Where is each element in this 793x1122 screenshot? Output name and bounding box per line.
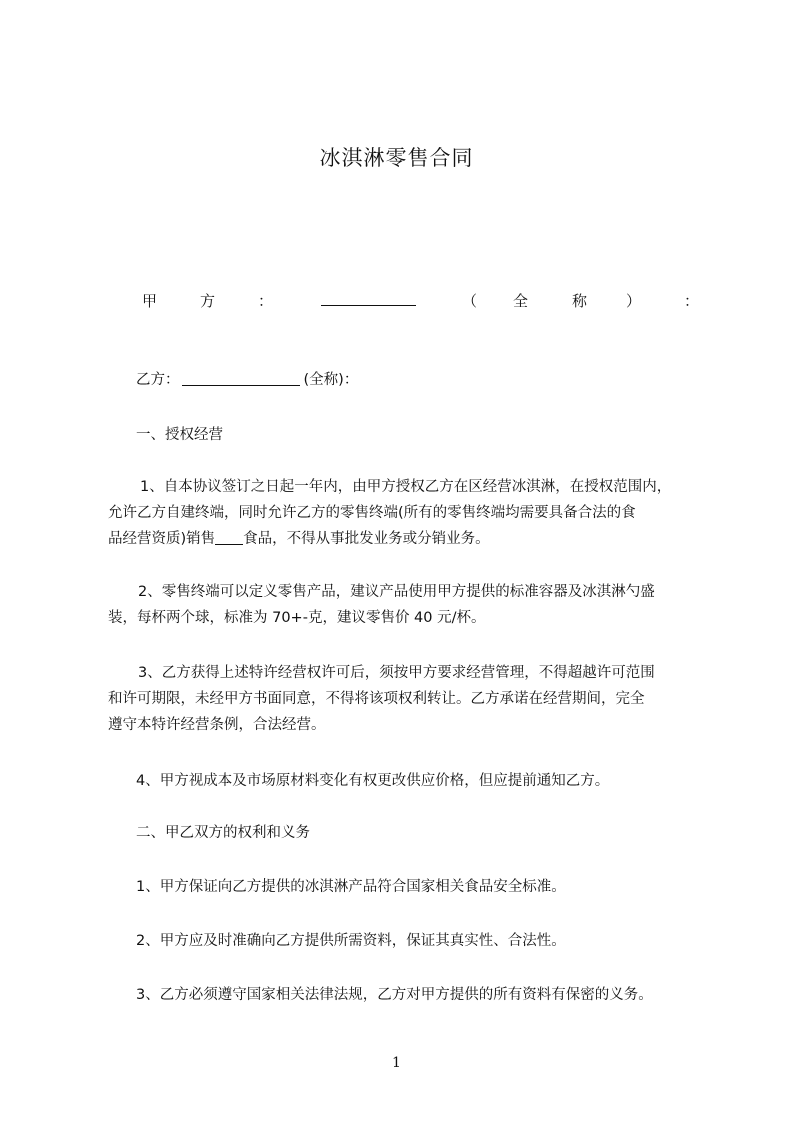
- clause-paragraph: [108, 579, 708, 631]
- clause-line: 和许可期限，未经甲方书面同意，不得将该项权利转让。乙方承诺在经营期间，完全: [108, 691, 645, 707]
- page-number: 1: [392, 1055, 401, 1071]
- clause-line: 2、甲方应及时准确向乙方提供所需资料，保证其真实性、合法性。: [136, 933, 566, 949]
- party-a-label-char: ：: [258, 292, 274, 310]
- party-a-name-blank: [321, 305, 416, 306]
- clause-line: 3、乙方必须遵守国家相关法律法规，乙方对甲方提供的所有资料有保密的义务。: [136, 987, 653, 1003]
- party-a-paren-char: 称: [572, 292, 588, 310]
- clause-paragraph: [108, 474, 708, 552]
- clause-line: 2、零售终端可以定义零售产品，建议产品使用甲方提供的标准容器及冰淇淋勺盛: [138, 584, 655, 600]
- clause-line: 允许乙方自建终端，同时允许乙方的零售终端(所有的零售终端均需要具备合法的食: [108, 505, 636, 521]
- party-b-name-blank: [182, 385, 300, 386]
- party-b-suffix: (全称)：: [303, 372, 359, 388]
- clause-line: 装，每杯两个球，标准为 70+-克，建议零售价 40 元/杯。: [108, 610, 486, 626]
- clause-text: 食品，不得从事批发业务或分销业务。: [243, 531, 490, 547]
- section-heading: 一、授权经营: [136, 427, 223, 443]
- party-a-paren-char: 全: [513, 292, 529, 310]
- party-b-line: [136, 366, 358, 395]
- party-a-paren-char: ）: [626, 292, 642, 310]
- clause-line: 遵守本特许经营条例，合法经营。: [108, 717, 326, 733]
- product-blank: [215, 544, 243, 545]
- party-b-prefix: 乙方：: [136, 372, 180, 388]
- clause-line: 1、自本协议签订之日起一年内，由甲方授权乙方在区经营冰淇淋，在授权范围内，: [140, 479, 672, 495]
- clause-line: 4、甲方视成本及市场原材料变化有权更改供应价格，但应提前通知乙方。: [136, 773, 610, 789]
- clause-line: 3、乙方获得上述特许经营权许可后，须按甲方要求经营管理，不得超越许可范围: [138, 665, 655, 681]
- party-a-label-char: 甲: [142, 292, 158, 310]
- page-title: 冰淇淋零售合同: [319, 146, 474, 170]
- party-a-paren-char: ：: [684, 292, 700, 310]
- clause-text: 品经营资质)销售: [108, 531, 216, 547]
- party-a-label-char: 方: [200, 292, 216, 310]
- party-a-paren-char: （: [462, 292, 478, 310]
- section-heading: 二、甲乙双方的权利和义务: [136, 825, 310, 841]
- clause-line: 1、甲方保证向乙方提供的冰淇淋产品符合国家相关食品安全标准。: [136, 879, 566, 895]
- clause-paragraph: [108, 660, 708, 738]
- clause-line: [108, 526, 708, 552]
